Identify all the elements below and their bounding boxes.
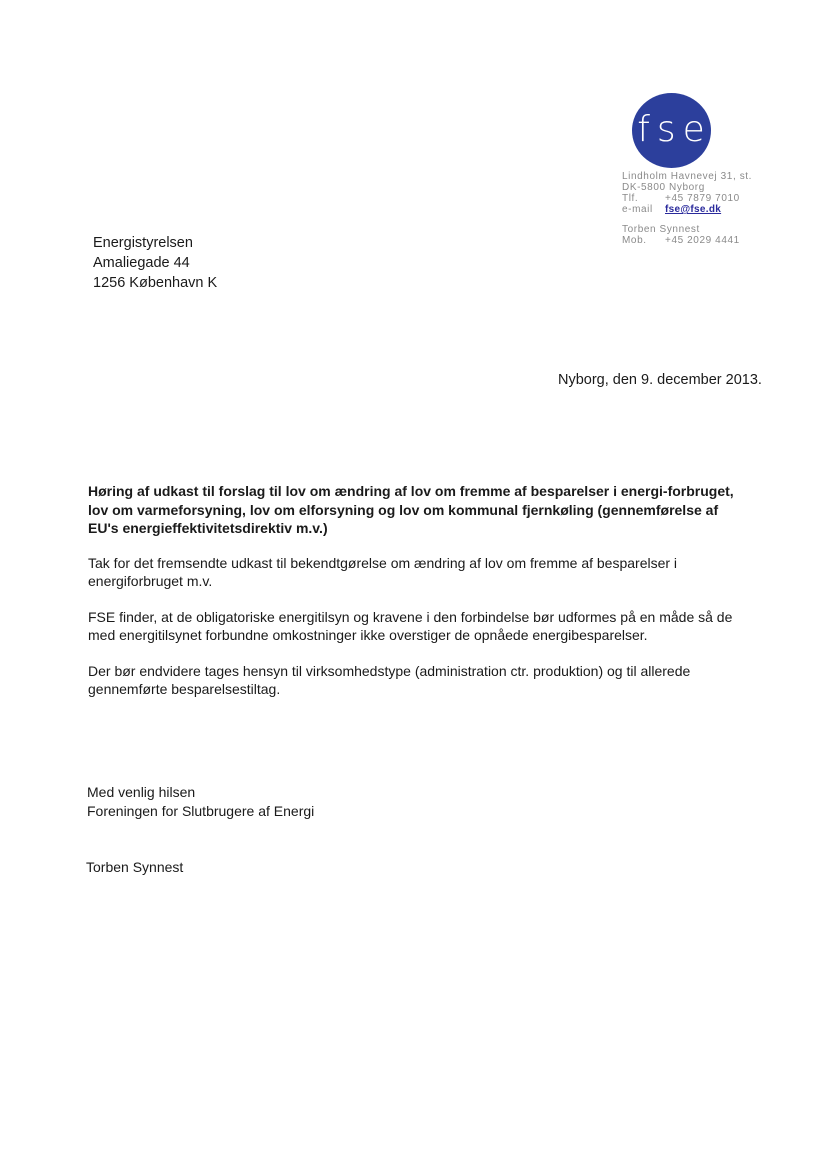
letter-date: Nyborg, den 9. december 2013. (558, 372, 762, 388)
contact-person: Torben Synnest (622, 224, 700, 235)
fse-logo (632, 93, 711, 168)
email-link[interactable]: fse@fse.dk (665, 204, 722, 215)
paragraph-3: Der bør endvidere tages hensyn til virksomhedstype (administration ctr. produktion) og til allerede gennemførte besparelsestiltag. (88, 662, 691, 697)
recipient-address (93, 233, 217, 293)
sender-contact-block (622, 171, 752, 246)
recipient-city: 1256 København K (93, 275, 218, 291)
mobile-label: Mob. (622, 235, 647, 246)
letter-closing (87, 783, 314, 821)
sender-address-line1: Lindholm Havnevej 31, st. (622, 171, 753, 182)
closing-organization: Foreningen for Slutbrugere af Energi (87, 803, 315, 819)
paragraph-1: Tak for det fremsendte udkast til bekendtgørelse om ændring af lov om fremme af besparelser i energiforbruget m.v. (88, 554, 678, 589)
closing-greeting: Med venlig hilsen (87, 784, 196, 800)
sender-mobile-row (622, 235, 752, 246)
signature-name: Torben Synnest (86, 859, 184, 875)
logo-text: fse (637, 109, 712, 150)
letter-subject: Høring af udkast til forslag til lov om ændring af lov om fremme af besparelser i energi-forbruget, lov om varmeforsyning, lov om elforsyning og lov om kommunal fjernkøling (gennemførelse af EU's energieffektivitetsdirektiv m.v.) (88, 483, 734, 536)
phone-label: Tlf. (622, 193, 639, 204)
sender-address-line2: DK-5800 Nyborg (622, 182, 705, 193)
recipient-name: Energistyrelsen (93, 235, 193, 251)
email-label: e-mail (622, 204, 653, 215)
phone-number: +45 7879 7010 (665, 193, 740, 204)
sender-phone-row (622, 193, 752, 204)
letter-body (88, 482, 750, 716)
paragraph-2: FSE finder, at de obligatoriske energitilsyn og kravene i den forbindelse bør udformes på en måde så de med energitilsynet forbundne omkostninger ikke overstiger de opnåede energibesparelser. (88, 608, 733, 643)
mobile-number: +45 2029 4441 (665, 235, 740, 246)
sender-email-row (622, 204, 752, 215)
recipient-street: Amaliegade 44 (93, 255, 190, 271)
